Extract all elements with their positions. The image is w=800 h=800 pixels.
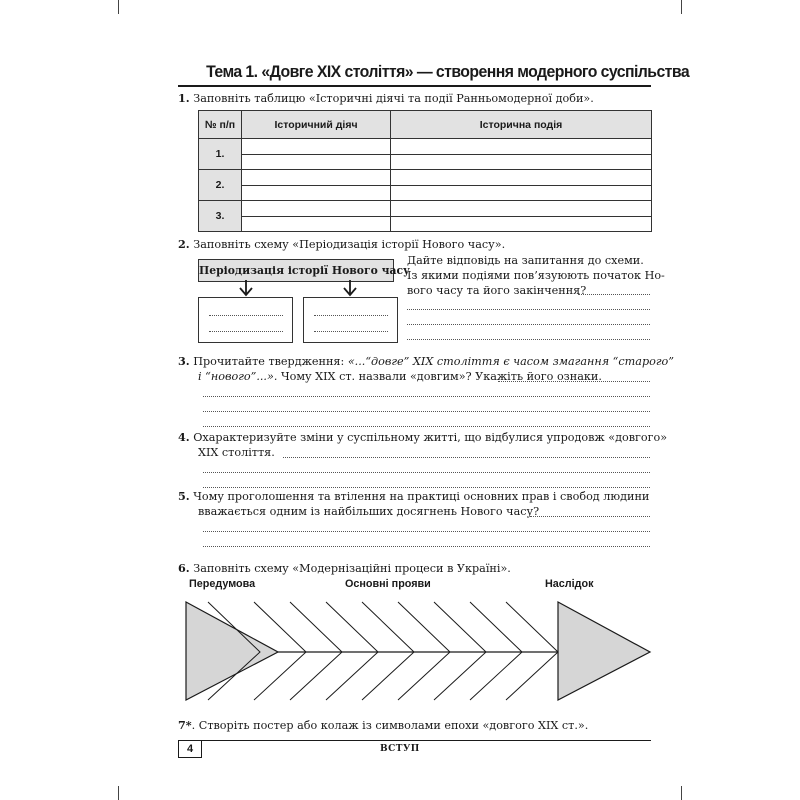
event-cell[interactable] <box>391 201 652 232</box>
period-start-box[interactable] <box>198 297 293 343</box>
crop-mark-bottom-left <box>118 786 119 800</box>
question-4-line-2: ХІХ століття. <box>198 446 275 459</box>
question-7-text: . Створіть постер або колаж із символами епохи «довгого ХІХ ст.». <box>191 719 589 732</box>
question-7 <box>178 718 588 733</box>
table-header-figure: Історичний діяч <box>242 111 391 139</box>
table-row <box>199 201 652 232</box>
answer-line[interactable] <box>578 294 650 295</box>
answer-line[interactable] <box>530 516 650 517</box>
arrow-down-icon <box>344 280 356 295</box>
question-5-number: 5. <box>178 489 190 503</box>
label-manifestations: Основні прояви <box>345 578 431 590</box>
question-2-side-line-2: Із якими подіями пов’язуюють початок Но- <box>407 269 665 282</box>
question-4-text: Охарактеризуйте зміни у суспільному житті, що відбулися упродовж «довгого» <box>193 431 668 444</box>
page-title: Тема 1. «Довге ХІХ століття» — створення модерного суспільства <box>206 62 690 81</box>
label-precondition: Передумова <box>189 578 256 590</box>
modernization-fishbone-scheme <box>180 596 652 706</box>
question-5-line-1 <box>178 489 649 504</box>
question-6-text: Заповніть схему «Модернізаційні процеси в Україні». <box>193 562 511 575</box>
table-row <box>199 170 652 201</box>
title-underline <box>178 85 651 87</box>
footer-rule <box>178 740 651 741</box>
answer-line[interactable] <box>407 324 650 325</box>
row-number: 1. <box>199 139 242 170</box>
question-3-quote: «...“довге” ХІХ століття є часом змагання “старого” <box>347 355 674 368</box>
table-row <box>199 139 652 170</box>
row-number: 3. <box>199 201 242 232</box>
question-5-line-2: вважається одним із найбільших досягнень Нового часу? <box>198 505 540 518</box>
question-1-number: 1. <box>178 91 190 105</box>
question-1 <box>178 91 594 106</box>
question-7-number: 7* <box>178 718 192 732</box>
label-consequence: Наслідок <box>545 578 594 590</box>
figure-cell[interactable] <box>242 170 391 201</box>
historical-figures-table <box>198 110 652 232</box>
period-end-box[interactable] <box>303 297 398 343</box>
question-5-text: Чому проголошення та втілення на практиці основних прав і свобод людини <box>193 490 650 503</box>
question-6 <box>178 561 511 576</box>
event-cell[interactable] <box>391 139 652 170</box>
row-number: 2. <box>199 170 242 201</box>
question-6-number: 6. <box>178 561 190 575</box>
question-3-text: Прочитайте твердження: <box>193 355 348 368</box>
answer-line[interactable] <box>203 411 650 412</box>
page-number: 4 <box>178 741 202 758</box>
answer-line[interactable] <box>203 531 650 532</box>
question-2-number: 2. <box>178 237 190 251</box>
answer-line[interactable] <box>203 426 650 427</box>
crop-mark-top-left <box>118 0 119 14</box>
figure-cell[interactable] <box>242 139 391 170</box>
question-2-text: Заповніть схему «Періодизація історії Нового часу». <box>193 238 506 251</box>
answer-line[interactable] <box>407 339 650 340</box>
question-2-side-line-1: Дайте відповідь на запитання до схеми. <box>407 254 644 267</box>
question-3-question: Чому ХІХ ст. назвали «довгим»? Укажіть його ознаки. <box>277 370 602 383</box>
answer-line[interactable] <box>407 309 650 310</box>
question-2 <box>178 237 505 252</box>
table-header-number: № п/п <box>199 111 242 139</box>
question-3-number: 3. <box>178 354 190 368</box>
event-cell[interactable] <box>391 170 652 201</box>
answer-line[interactable] <box>203 396 650 397</box>
arrow-down-icon <box>240 280 252 295</box>
answer-line[interactable] <box>203 487 650 488</box>
question-3-line-1 <box>178 354 674 369</box>
precondition-triangle[interactable] <box>186 602 278 700</box>
crop-mark-bottom-right <box>681 786 682 800</box>
section-name: ВСТУП <box>380 744 420 754</box>
table-header-event: Історична подія <box>391 111 652 139</box>
crop-mark-top-right <box>681 0 682 14</box>
question-3-quote-end: і “нового”...». <box>198 370 278 383</box>
question-1-text: Заповніть таблицю «Історичні діячі та події Ранньомодерної доби». <box>193 92 594 105</box>
scheme-arrows <box>198 280 398 298</box>
figure-cell[interactable] <box>242 201 391 232</box>
periodization-scheme-title: Періодизація історії Нового часу <box>198 259 394 282</box>
question-2-side-line-3: вого часу та його закінчення? <box>407 284 587 297</box>
answer-line[interactable] <box>283 457 650 458</box>
consequence-triangle[interactable] <box>558 602 650 700</box>
answer-line[interactable] <box>203 472 650 473</box>
question-4-line-1 <box>178 430 667 445</box>
question-4-number: 4. <box>178 430 190 444</box>
answer-line[interactable] <box>203 546 650 547</box>
answer-line[interactable] <box>498 381 650 382</box>
